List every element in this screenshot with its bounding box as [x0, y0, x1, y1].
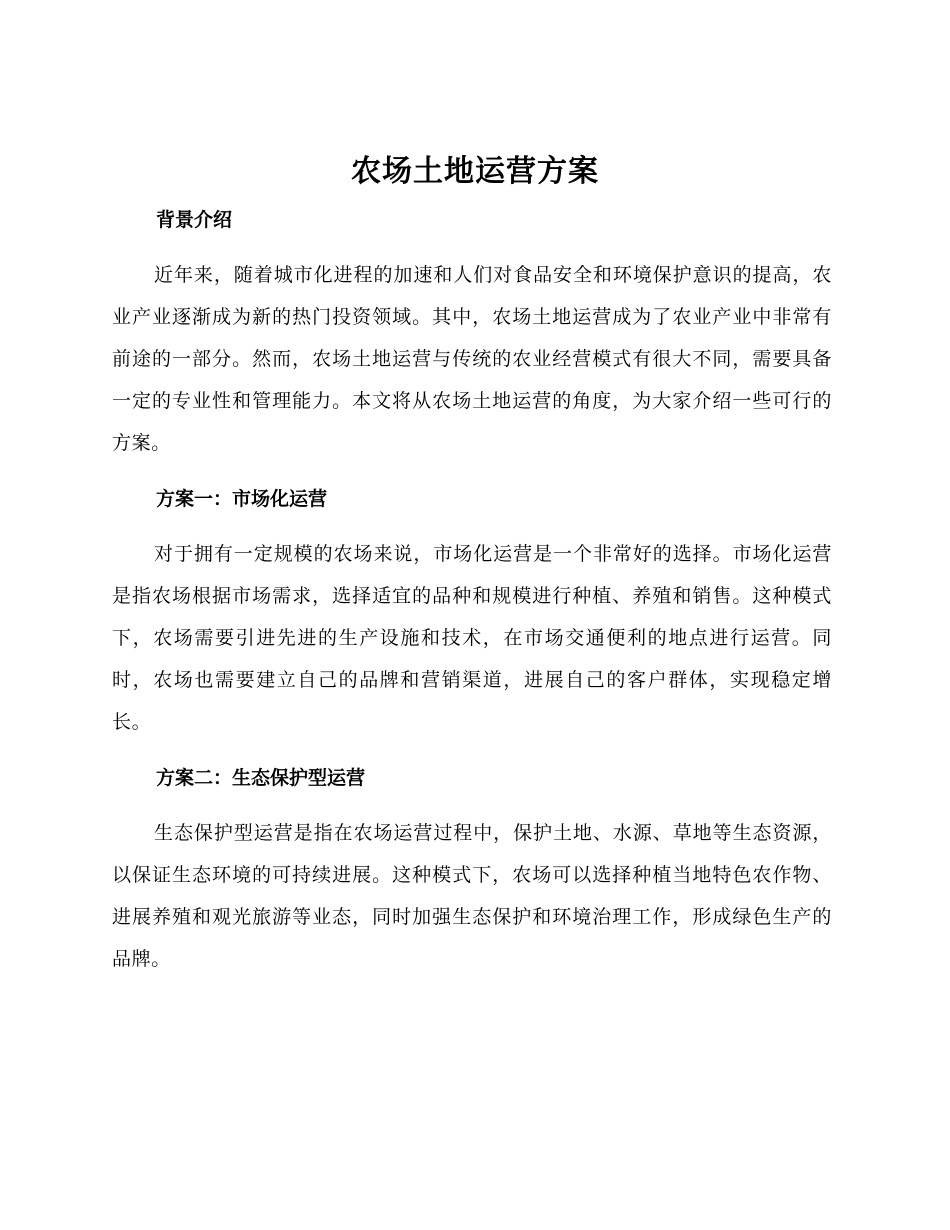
document-title: 农场土地运营方案 [351, 154, 599, 189]
section-heading-scheme-two: 方案二：生态保护型运营 [156, 767, 366, 789]
section-heading-scheme-one: 方案一：市场化运营 [156, 488, 328, 510]
section-paragraph-scheme-two: 生态保护型运营是指在农场运营过程中，保护土地、水源、草地等生态资源，以保证生态环境的可持续进展。这种模式下，农场可以选择种植当地特色农作物、进展养殖和观光旅游等业态，同时加强生态保护和环境治理工作，形成绿色生产的品牌。 [112, 822, 832, 970]
section-heading-background: 背景介绍 [156, 209, 233, 231]
section-paragraph-background: 近年来，随着城市化进程的加速和人们对食品安全和环境保护意识的提高，农业产业逐渐成为新的热门投资领域。其中，农场土地运营成为了农业产业中非常有前途的一部分。然而，农场土地运营与传统的农业经营模式有很大不同，需要具备一定的专业性和管理能力。本文将从农场土地运营的角度，为大家介绍一些可行的方案。 [112, 264, 832, 454]
section-paragraph-scheme-one: 对于拥有一定规模的农场来说，市场化运营是一个非常好的选择。市场化运营是指农场根据市场需求，选择适宜的品种和规模进行种植、养殖和销售。这种模式下，农场需要引进先进的生产设施和技术，在市场交通便利的地点进行运营。同时，农场也需要建立自己的品牌和营销渠道，进展自己的客户群体，实现稳定增长。 [112, 543, 832, 733]
